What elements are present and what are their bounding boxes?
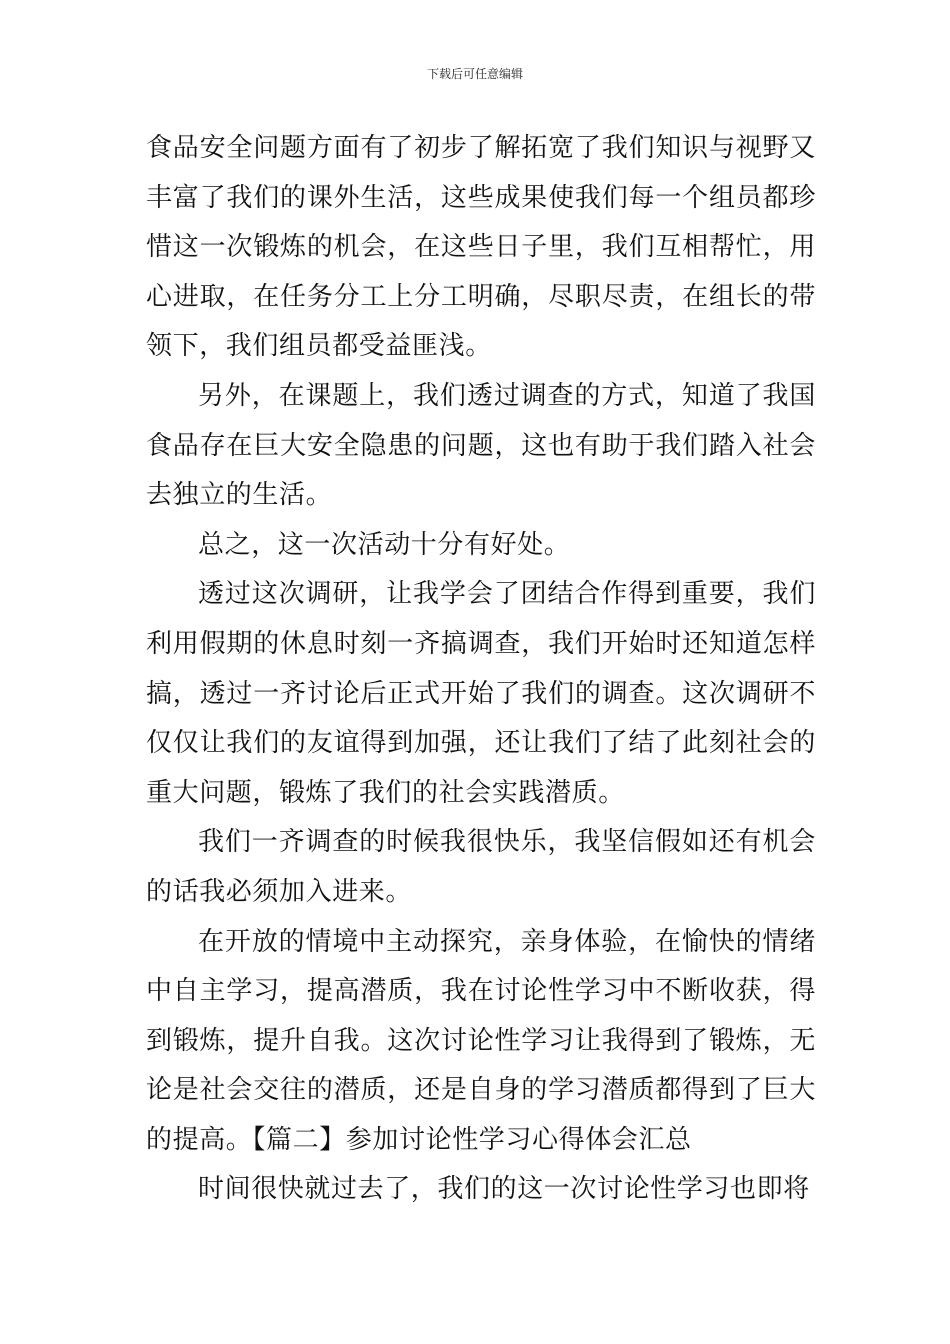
document-body	[146, 124, 816, 1215]
paragraph-5: 我们一齐调查的时候我很快乐，我坚信假如还有机会的话我必须加入进来。	[146, 827, 816, 907]
paragraph-7: 时间很快就过去了，我们的这一次讨论性学习也即将	[198, 1174, 810, 1205]
paragraph-1: 食品安全问题方面有了初步了解拓宽了我们知识与视野又丰富了我们的课外生活，这些成果使我们每一个组员都珍惜这一次锻炼的机会，在这些日子里，我们互相帮忙，用心进取，在任务分工上分工明确，尽职尽责，在组长的带领下，我们组员都受益匪浅。	[146, 133, 816, 362]
page-header: 下载后可任意编辑	[426, 67, 523, 81]
paragraph-3: 总之，这一次活动十分有好处。	[198, 529, 571, 560]
paragraph-4: 透过这次调研，让我学会了团结合作得到重要，我们利用假期的休息时刻一齐搞调查，我们开始时还知道怎样搞，透过一齐讨论后正式开始了我们的调查。这次调研不仅仅让我们的友谊得到加强，还让我们了结了此刻社会的重大问题，锻炼了我们的社会实践潜质。	[146, 579, 816, 808]
paragraph-6: 在开放的情境中主动探究，亲身体验，在愉快的情绪中自主学习，提高潜质，我在讨论性学习中不断收获，得到锻炼，提升自我。这次讨论性学习让我得到了锻炼，无论是社会交往的潜质，还是自身的学习潜质都得到了巨大的提高。【篇二】参加讨论性学习心得体会汇总	[146, 926, 816, 1155]
paragraph-2: 另外，在课题上，我们透过调查的方式，知道了我国食品存在巨大安全隐患的问题，这也有助于我们踏入社会去独立的生活。	[146, 380, 816, 511]
